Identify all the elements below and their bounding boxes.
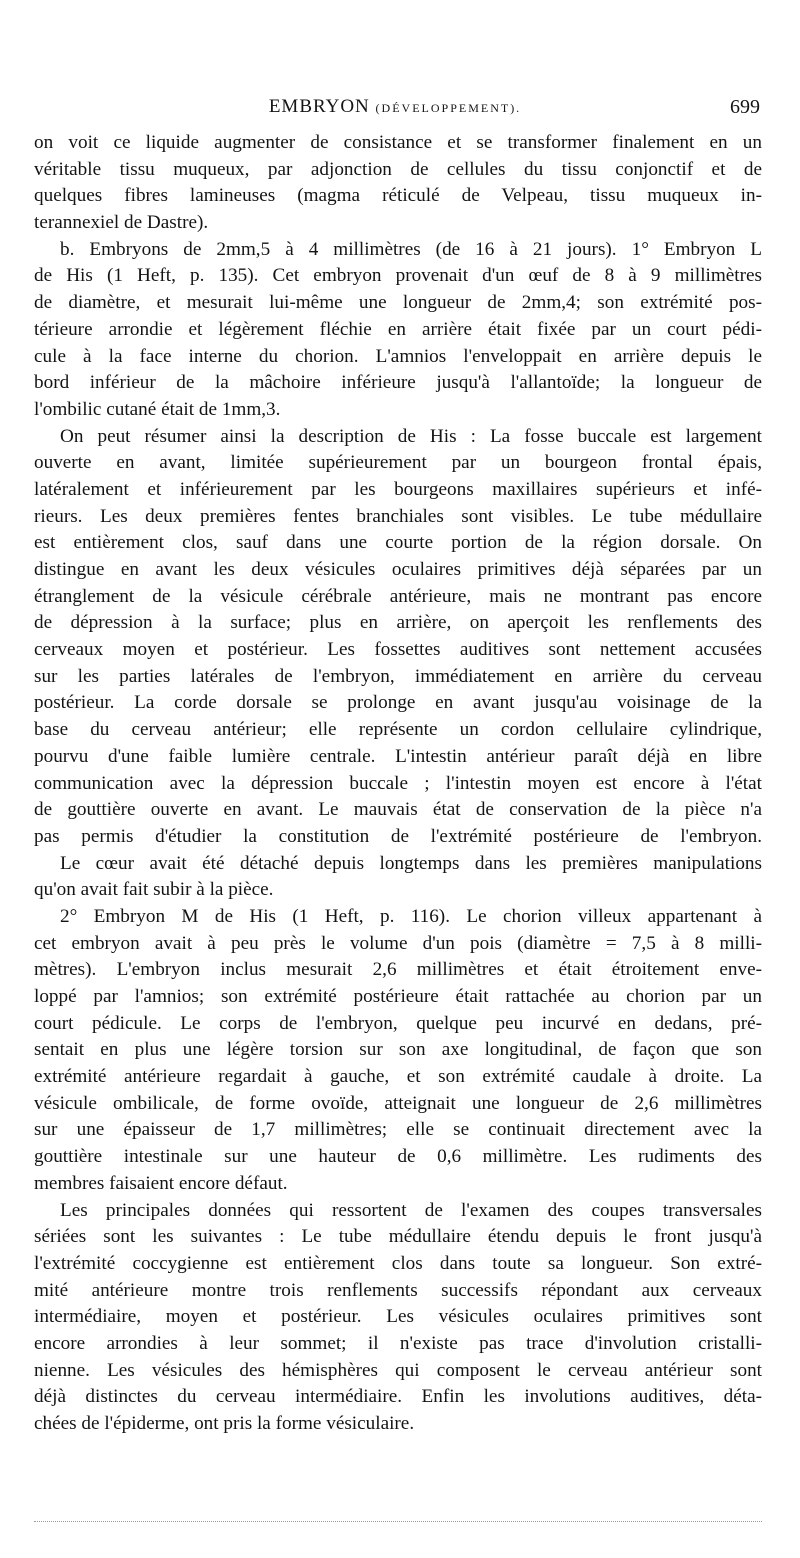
text-line: mètres). L'embryon inclus mesurait 2,6 millimètres et était étroitement enve- xyxy=(34,959,762,981)
text-line: intermédiaire, moyen et postérieur. Les vésicules oculaires primitives sont xyxy=(34,1306,762,1328)
text-line: cet embryon avait à peu près le volume d'un pois (diamètre = 7,5 à 8 milli- xyxy=(34,932,762,954)
text-line: on voit ce liquide augmenter de consistance et se transformer finalement en un xyxy=(34,132,762,153)
text-line: sériées sont les suivantes : Le tube médullaire étendu depuis le front jusqu'à xyxy=(34,1226,762,1248)
text-line: pas permis d'étudier la constitution de l'extrémité postérieure de l'embryon. xyxy=(34,825,762,847)
text-line: l'ombilic cutané était de 1mm,3. xyxy=(34,398,281,420)
text-line: loppé par l'amnios; son extrémité postérieure était rattachée au chorion par un xyxy=(34,986,762,1007)
text-line: chées de l'épiderme, ont pris la forme vésiculaire. xyxy=(34,1413,415,1434)
text-line: gouttière intestinale sur une hauteur de 0,6 millimètre. Les rudiments des xyxy=(34,1146,762,1168)
header-subtitle: (DÉVELOPPEMENT). xyxy=(375,101,522,115)
text-line: membres faisaient encore défaut. xyxy=(34,1172,288,1194)
text-line: encore arrondies à leur sommet; il n'existe pas trace d'involution cristalli- xyxy=(34,1332,762,1354)
text-line: térieure arrondie et légèrement fléchie en arrière était fixée par un court pédi- xyxy=(34,318,762,340)
text-line: rieurs. Les deux premières fentes branchiales sont visibles. Le tube médullaire xyxy=(34,505,762,527)
text-line: de gouttière ouverte en avant. Le mauvais état de conservation de la pièce n'a xyxy=(34,799,762,821)
text-line: latéralement et inférieurement par les bourgeons maxillaires supérieurs et infé- xyxy=(34,478,762,500)
text-line: postérieur. La corde dorsale se prolonge en avant jusqu'au voisinage de la xyxy=(34,692,762,714)
text-line: cerveaux moyen et postérieur. Les fossettes auditives sont nettement accusées xyxy=(34,639,762,661)
text-line: Les principales données qui ressortent de l'examen des coupes transversales xyxy=(60,1199,762,1221)
text-line: distingue en avant les deux vésicules oculaires primitives déjà séparées par un xyxy=(34,559,762,580)
text-line: qu'on avait fait subir à la pièce. xyxy=(34,879,274,901)
text-line: mité antérieure montre trois renflements successifs répondant aux cerveaux xyxy=(34,1279,762,1301)
text-line: sur les parties latérales de l'embryon, immédiatement en arrière du cerveau xyxy=(34,665,762,687)
text-line: véritable tissu muqueux, par adjonction de cellules du tissu conjonctif et de xyxy=(34,158,762,180)
page-number: 699 xyxy=(730,96,760,118)
running-title xyxy=(30,96,760,118)
text-line: communication avec la dépression buccale ; l'intestin moyen est encore à l'état xyxy=(34,772,762,794)
text-line: base du cerveau antérieur; elle représente un cordon cellulaire cylindrique, xyxy=(34,719,762,741)
text-line: l'extrémité coccygienne est entièrement clos dans toute sa longueur. Son extré- xyxy=(34,1252,762,1274)
text-line: déjà distinctes du cerveau intermédiaire. Enfin les involutions auditives, déta- xyxy=(34,1386,762,1408)
text-line: sentait en plus une légère torsion sur son axe longitudinal, de façon que son xyxy=(34,1039,762,1061)
text-line: de His (1 Heft, p. 135). Cet embryon provenait d'un œuf de 8 à 9 millimètres xyxy=(34,265,762,287)
text-line: 2° Embryon M de His (1 Heft, p. 116). Le chorion villeux appartenant à xyxy=(60,905,762,927)
body-text xyxy=(34,130,762,1438)
text-line: étranglement de la vésicule cérébrale antérieure, mais ne montrant pas encore xyxy=(34,585,762,607)
text-line: extrémité antérieure regardait à gauche, et son extrémité caudale à droite. La xyxy=(34,1066,762,1088)
text-line: On peut résumer ainsi la description de His : La fosse buccale est largement xyxy=(60,425,762,447)
running-header xyxy=(30,96,760,122)
text-line: b. Embryons de 2mm,5 à 4 millimètres (de 16 à 21 jours). 1° Embryon L xyxy=(60,238,762,260)
text-line: vésicule ombilicale, de forme ovoïde, atteignait une longueur de 2,6 millimètres xyxy=(34,1092,762,1114)
text-line: est entièrement clos, sauf dans une courte portion de la région dorsale. On xyxy=(34,532,762,554)
text-line: de dépression à la surface; plus en arrière, on aperçoit les renflements des xyxy=(34,612,762,634)
text-line: pourvu d'une faible lumière centrale. L'intestin antérieur paraît déjà en libre xyxy=(34,745,762,767)
bottom-dotted-rule xyxy=(34,1521,762,1522)
text-line: cule à la face interne du chorion. L'amnios l'enveloppait en arrière depuis le xyxy=(34,345,762,367)
text-line: quelques fibres lamineuses (magma réticulé de Velpeau, tissu muqueux in- xyxy=(34,185,762,207)
text-line: sur une épaisseur de 1,7 millimètres; elle se continuait directement avec la xyxy=(34,1119,762,1141)
text-line: Le cœur avait été détaché depuis longtemps dans les premières manipulations xyxy=(60,852,762,874)
text-line: ouverte en avant, limitée supérieurement par un bourgeon frontal épais, xyxy=(34,452,762,474)
text-line: de diamètre, et mesurait lui-même une longueur de 2mm,4; son extrémité pos- xyxy=(34,292,762,314)
text-line: bord inférieur de la mâchoire inférieure jusqu'à l'allantoïde; la longueur de xyxy=(34,372,762,394)
header-title: EMBRYON xyxy=(268,96,370,117)
text-line: terannexiel de Dastre). xyxy=(34,212,209,234)
text-line: nienne. Les vésicules des hémisphères qui composent le cerveau antérieur sont xyxy=(34,1359,762,1381)
text-line: court pédicule. Le corps de l'embryon, quelque peu incurvé en dedans, pré- xyxy=(34,1012,762,1034)
